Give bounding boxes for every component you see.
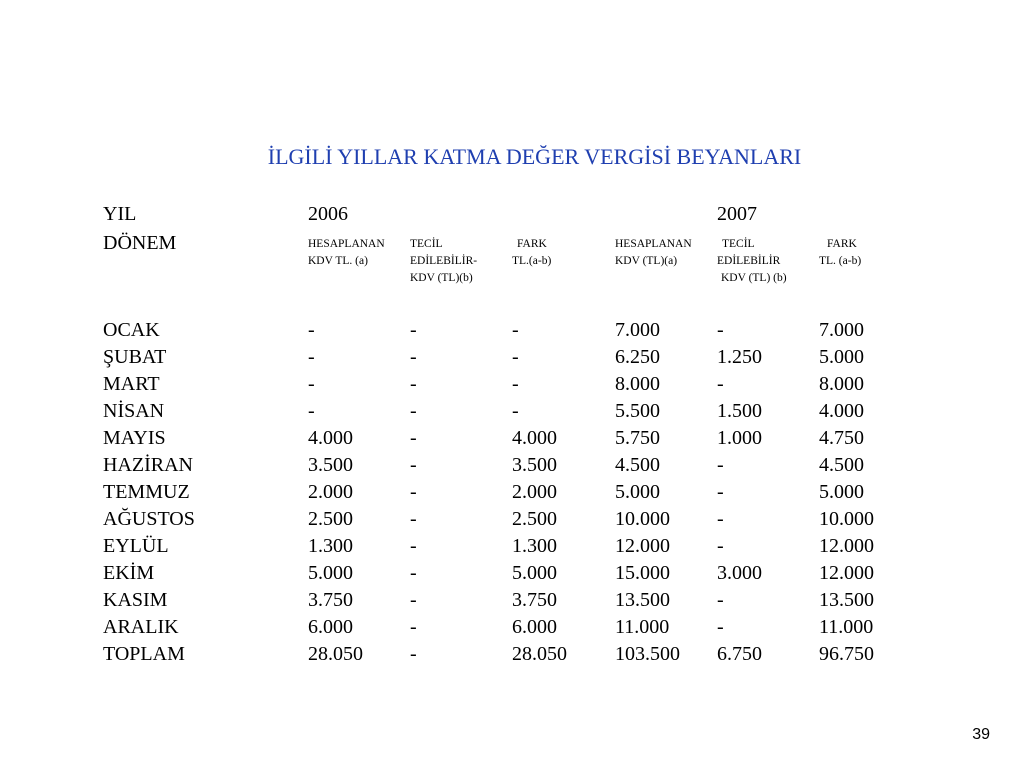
col-2006-tecil-line2: EDİLEBİLİR- <box>410 255 478 267</box>
col-2006-tecil-line3: KDV (TL)(b) <box>410 272 473 284</box>
cell-2007-tecil: 6.750 <box>717 643 762 665</box>
row-donem: TOPLAM <box>103 643 185 665</box>
col-2007-fark-line1: FARK <box>827 238 857 250</box>
table-row-agustos <box>0 508 1024 535</box>
cell-2006-fark: - <box>512 346 519 368</box>
table-row-toplam <box>0 643 1024 670</box>
cell-2007-fark: 5.000 <box>819 346 864 368</box>
year-2007: 2007 <box>717 203 757 225</box>
col-2006-fark <box>512 236 551 270</box>
cell-2007-fark: 96.750 <box>819 643 874 665</box>
cell-2006-tecil: - <box>410 508 417 530</box>
slide-number: 39 <box>972 726 990 743</box>
row-donem: EKİM <box>103 562 155 584</box>
table-row-eylul <box>0 535 1024 562</box>
cell-2006-hesaplanan: - <box>308 319 315 341</box>
cell-2006-hesaplanan: 1.300 <box>308 535 353 557</box>
row-donem: OCAK <box>103 319 160 341</box>
cell-2007-hesaplanan: 8.000 <box>615 373 660 395</box>
cell-2006-hesaplanan: - <box>308 373 315 395</box>
cell-2006-hesaplanan: 5.000 <box>308 562 353 584</box>
cell-2006-fark: 5.000 <box>512 562 557 584</box>
col-2006-hesaplanan-line2: KDV TL. (a) <box>308 255 368 267</box>
cell-2006-hesaplanan: 28.050 <box>308 643 363 665</box>
cell-2006-fark: 28.050 <box>512 643 567 665</box>
cell-2006-tecil: - <box>410 373 417 395</box>
cell-2007-fark: 4.750 <box>819 427 864 449</box>
row-donem: TEMMUZ <box>103 481 190 503</box>
cell-2006-tecil: - <box>410 616 417 638</box>
cell-2007-hesaplanan: 103.500 <box>615 643 680 665</box>
cell-2007-tecil: - <box>717 373 724 395</box>
cell-2006-tecil: - <box>410 454 417 476</box>
cell-2006-fark: 2.500 <box>512 508 557 530</box>
cell-2007-tecil: - <box>717 535 724 557</box>
cell-2007-tecil: - <box>717 454 724 476</box>
cell-2007-fark: 8.000 <box>819 373 864 395</box>
row-donem: NİSAN <box>103 400 165 422</box>
cell-2007-fark: 12.000 <box>819 535 874 557</box>
row-donem: EYLÜL <box>103 535 169 557</box>
cell-2006-hesaplanan: 6.000 <box>308 616 353 638</box>
cell-2006-tecil: - <box>410 535 417 557</box>
cell-2007-tecil: 1.500 <box>717 400 762 422</box>
cell-2007-fark: 10.000 <box>819 508 874 530</box>
cell-2006-hesaplanan: - <box>308 346 315 368</box>
col-2007-hesaplanan <box>615 236 692 270</box>
row-donem: HAZİRAN <box>103 454 193 476</box>
col-2007-fark-line2: TL. (a-b) <box>819 255 862 267</box>
cell-2006-tecil: - <box>410 562 417 584</box>
cell-2007-hesaplanan: 5.750 <box>615 427 660 449</box>
cell-2007-fark: 7.000 <box>819 319 864 341</box>
cell-2006-tecil: - <box>410 589 417 611</box>
cell-2007-tecil: - <box>717 319 724 341</box>
table-row-haziran <box>0 454 1024 481</box>
table-row-nisan <box>0 400 1024 427</box>
cell-2006-hesaplanan: 3.500 <box>308 454 353 476</box>
table-row-mart <box>0 373 1024 400</box>
cell-2006-tecil: - <box>410 643 417 665</box>
table-row-ekim <box>0 562 1024 589</box>
table-row-aralik <box>0 616 1024 643</box>
col-2007-tecil-line2: EDİLEBİLİR <box>717 255 781 267</box>
cell-2007-fark: 5.000 <box>819 481 864 503</box>
cell-2006-tecil: - <box>410 346 417 368</box>
cell-2007-hesaplanan: 11.000 <box>615 616 670 638</box>
cell-2006-fark: 2.000 <box>512 481 557 503</box>
table-row-ocak <box>0 319 1024 346</box>
yil-label: YIL <box>103 203 137 225</box>
cell-2007-hesaplanan: 13.500 <box>615 589 670 611</box>
cell-2007-hesaplanan: 5.500 <box>615 400 660 422</box>
cell-2006-fark: 4.000 <box>512 427 557 449</box>
row-donem: MAYIS <box>103 427 166 449</box>
cell-2007-tecil: 1.000 <box>717 427 762 449</box>
col-2007-tecil-line3: KDV (TL) (b) <box>721 272 787 284</box>
cell-2006-fark: - <box>512 400 519 422</box>
cell-2007-hesaplanan: 12.000 <box>615 535 670 557</box>
cell-2007-tecil: 1.250 <box>717 346 762 368</box>
cell-2007-tecil: - <box>717 508 724 530</box>
cell-2006-tecil: - <box>410 400 417 422</box>
cell-2007-fark: 4.000 <box>819 400 864 422</box>
row-donem: AĞUSTOS <box>103 508 195 530</box>
cell-2007-hesaplanan: 5.000 <box>615 481 660 503</box>
col-2006-hesaplanan <box>308 236 385 270</box>
col-2007-tecil <box>717 236 787 287</box>
table-row-mayis <box>0 427 1024 454</box>
cell-2007-tecil: - <box>717 616 724 638</box>
cell-2007-hesaplanan: 7.000 <box>615 319 660 341</box>
col-2007-hesaplanan-line1: HESAPLANAN <box>615 238 692 250</box>
cell-2006-tecil: - <box>410 319 417 341</box>
cell-2006-hesaplanan: 3.750 <box>308 589 353 611</box>
table-row-subat <box>0 346 1024 373</box>
cell-2006-fark: - <box>512 319 519 341</box>
row-donem: ARALIK <box>103 616 179 638</box>
cell-2007-hesaplanan: 10.000 <box>615 508 670 530</box>
table-row-kasim <box>0 589 1024 616</box>
col-2006-hesaplanan-line1: HESAPLANAN <box>308 238 385 250</box>
row-donem: ŞUBAT <box>103 346 167 368</box>
cell-2006-fark: 1.300 <box>512 535 557 557</box>
cell-2007-hesaplanan: 6.250 <box>615 346 660 368</box>
col-2006-tecil <box>410 236 477 287</box>
cell-2006-fark: 3.750 <box>512 589 557 611</box>
cell-2006-fark: 3.500 <box>512 454 557 476</box>
col-2007-fark <box>819 236 861 270</box>
cell-2007-tecil: - <box>717 481 724 503</box>
cell-2006-hesaplanan: 4.000 <box>308 427 353 449</box>
cell-2007-fark: 11.000 <box>819 616 874 638</box>
cell-2006-fark: 6.000 <box>512 616 557 638</box>
cell-2006-hesaplanan: - <box>308 400 315 422</box>
donem-label: DÖNEM <box>103 232 177 254</box>
slide-title: İLGİLİ YILLAR KATMA DEĞER VERGİSİ BEYANLARI <box>267 144 802 169</box>
col-2006-fark-line2: TL.(a-b) <box>512 255 552 267</box>
cell-2007-hesaplanan: 15.000 <box>615 562 670 584</box>
year-2006: 2006 <box>308 203 348 225</box>
col-2007-tecil-line1: TECİL <box>722 238 755 250</box>
cell-2006-fark: - <box>512 373 519 395</box>
row-donem: KASIM <box>103 589 168 611</box>
cell-2007-tecil: - <box>717 589 724 611</box>
cell-2006-tecil: - <box>410 427 417 449</box>
cell-2007-tecil: 3.000 <box>717 562 762 584</box>
col-2006-fark-line1: FARK <box>517 238 547 250</box>
cell-2006-hesaplanan: 2.500 <box>308 508 353 530</box>
cell-2007-fark: 4.500 <box>819 454 864 476</box>
col-2006-tecil-line1: TECİL <box>410 238 443 250</box>
cell-2006-hesaplanan: 2.000 <box>308 481 353 503</box>
col-2007-hesaplanan-line2: KDV (TL)(a) <box>615 255 678 267</box>
cell-2007-fark: 12.000 <box>819 562 874 584</box>
cell-2007-hesaplanan: 4.500 <box>615 454 660 476</box>
table-row-temmuz <box>0 481 1024 508</box>
cell-2007-fark: 13.500 <box>819 589 874 611</box>
cell-2006-tecil: - <box>410 481 417 503</box>
row-donem: MART <box>103 373 160 395</box>
